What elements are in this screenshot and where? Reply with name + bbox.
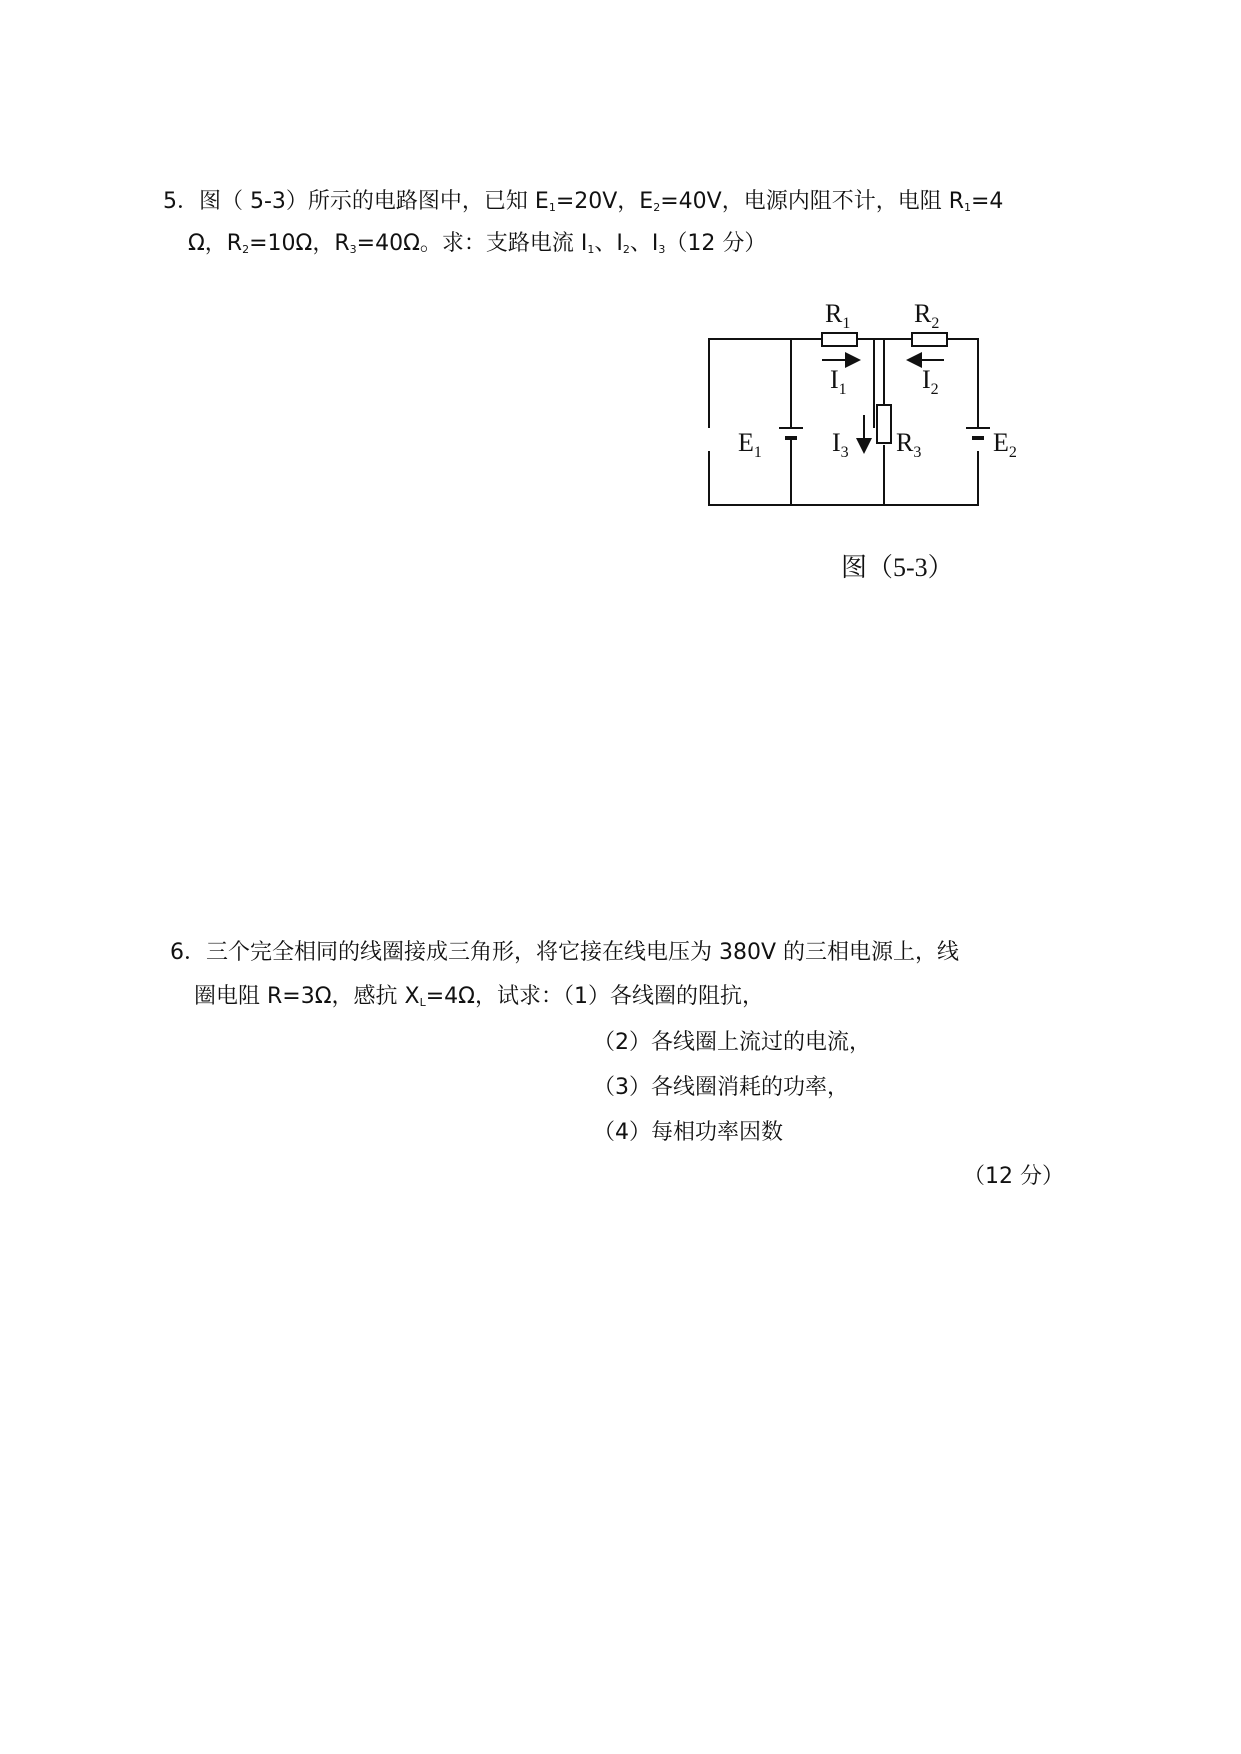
q6-item-4: （4）每相功率因数 xyxy=(593,1120,783,1145)
label-r2: $R_2$ xyxy=(914,299,940,332)
resistor-r2 xyxy=(912,333,947,346)
battery-e2 xyxy=(966,428,990,438)
q6-item-3: （3）各线圈消耗的功率， xyxy=(593,1075,849,1100)
label-i2: $I_2$ xyxy=(922,365,939,398)
q5-line-2: Ω，$R_2=10\Omega$，$R_3=40\Omega$。求：支路电流 $I_1$、$I_2$、$I_3(12$ 分） xyxy=(188,231,767,256)
q6-item-2: （2）各线圈上流过的电流， xyxy=(593,1030,871,1055)
label-i3: $I_3$ xyxy=(832,428,849,461)
q5-number: 5． xyxy=(163,189,199,214)
resistor-r1 xyxy=(822,333,857,346)
label-r1: $R_1$ xyxy=(825,299,851,332)
label-i1: $I_1$ xyxy=(830,365,847,398)
circuit-diagram xyxy=(0,0,1241,560)
label-e2: $E_2$ xyxy=(993,428,1017,461)
q6-line-2: 圈电阻 R=3Ω，感抗 $X_L=4\Omega$，试求：（1）各线圈的阻抗， xyxy=(194,984,764,1009)
resistor-r3 xyxy=(877,405,891,443)
battery-e1 xyxy=(779,339,803,505)
label-r3: $R_3$ xyxy=(896,428,922,461)
figure-caption: 图（5-3） xyxy=(841,553,954,582)
q6-score: （12 分） xyxy=(963,1164,1064,1189)
q6-line-1: 6．三个完全相同的线圈接成三角形，将它接在线电压为 380V 的三相电源上，线 xyxy=(170,940,960,965)
label-e1: $E_1$ xyxy=(738,428,762,461)
q5-line-1: 5．图（ 5-3）所示的电路图中，已知 $E_1=20V$，$E_2=40V$，电源内阻不计，电阻 $R_1=4$ xyxy=(163,189,1004,214)
wire-top-left xyxy=(709,339,789,428)
